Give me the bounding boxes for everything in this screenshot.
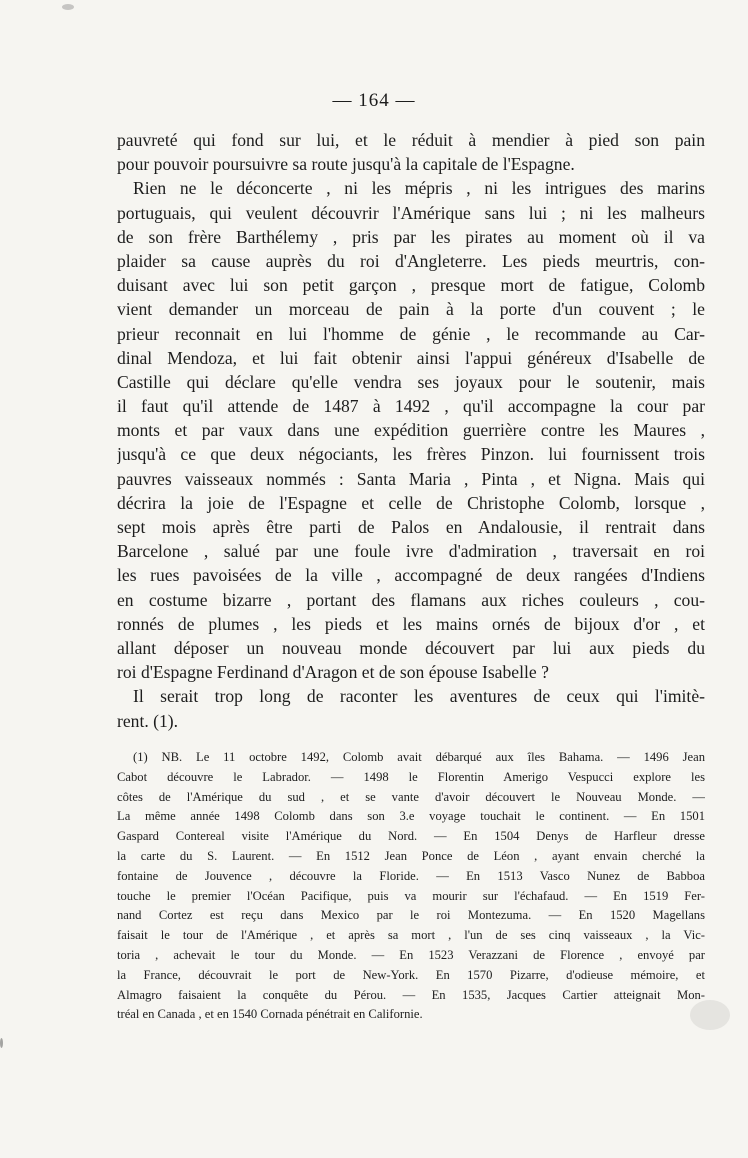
footnote-line: côtes de l'Amérique du sud , et se vante d'avoir découvert le Nouveau Monde. —: [117, 789, 705, 804]
text-line: de son frère Barthélemy , pris par les pirates au moment où il va: [117, 226, 705, 247]
main-text: [117, 128, 705, 733]
text-line: sept mois après être parti de Palos en Andalousie, il rentrait dans: [117, 517, 705, 537]
text-line: allant déposer un nouveau monde découvert par lui aux pieds du: [117, 637, 705, 658]
footnote-line: La même année 1498 Colomb dans son 3.e voyage touchait le continent. — En 1501: [117, 809, 705, 824]
text-line: dinal Mendoza, et lui fait obtenir ainsi l'appui généreux d'Isabelle de: [117, 347, 705, 368]
text-line: monts et par vaux dans une expédition guerrière contre les Maures ,: [117, 420, 705, 441]
footnote-line: tréal en Canada , et en 1540 Cornada pénétrait en Californie.: [117, 1007, 423, 1022]
text-line: les rues pavoisées de la ville , accompagné de deux rangées d'Indiens: [117, 565, 705, 586]
text-line: jusqu'à ce que deux négociants, les frères Pinzon. lui fournissent trois: [117, 444, 705, 465]
text-line: il faut qu'il attende de 1487 à 1492 , qu'il accompagne la cour par: [117, 396, 705, 417]
text-line: pour pouvoir poursuivre sa route jusqu'à la capitale de l'Espagne.: [117, 154, 575, 175]
footnote-line: la carte du S. Laurent. — En 1512 Jean Ponce de Léon , ayant envain cherché la: [117, 848, 705, 863]
footnote-line: touche le premier l'Océan Pacifique, puis va mourir sur l'échafaud. — En 1519 Fer-: [117, 888, 705, 903]
paper-speck: [0, 1038, 3, 1048]
text-line: Barcelone , salué par une foule ivre d'admiration , traversait en roi: [117, 541, 705, 562]
text-line: roi d'Espagne Ferdinand d'Aragon et de son épouse Isabelle ?: [117, 662, 549, 683]
text-line: prieur reconnait en lui l'homme de génie , le recommande au Car-: [117, 323, 705, 344]
text-line: pauvres vaisseaux nommés : Santa Maria , Pinta , et Nigna. Mais qui: [117, 468, 705, 489]
text-line: ronnés de plumes , les pieds et les mains ornés de bijoux d'or , et: [117, 613, 705, 634]
text-line: Il serait trop long de raconter les aventures de ceux qui l'imitè-: [133, 686, 705, 707]
text-line: Rien ne le déconcerte , ni les mépris , ni les intrigues des marins: [133, 178, 705, 199]
text-line: en costume bizarre , portant des flamans aux riches couleurs , cou-: [117, 589, 705, 610]
footnote-line: faisait le tour de l'Amérique , et après sa mort , l'un de ses cinq vaisseaux , la Vic-: [117, 928, 705, 943]
footnote-line: toria , achevait le tour du Monde. — En 1523 Verazzani de Florence , envoyé par: [117, 947, 705, 962]
footnote-line: nand Cortez est reçu dans Mexico par le roi Montezuma. — En 1520 Magellans: [117, 908, 705, 923]
footnote-line: Gaspard Contereal visite l'Amérique du Nord. — En 1504 Denys de Harfleur dresse: [117, 829, 705, 844]
paper-speck: [62, 4, 74, 10]
footnote: [117, 748, 705, 1025]
footnote-line: (1) NB. Le 11 octobre 1492, Colomb avait débarqué aux îles Bahama. — 1496 Jean: [133, 750, 705, 764]
text-line: rent. (1).: [117, 710, 179, 731]
text-line: décrira la joie de l'Espagne et celle de Christophe Colomb, lorsque ,: [117, 492, 705, 513]
footnote-line: Cabot découvre le Labrador. — 1498 le Florentin Amerigo Vespucci explore les: [117, 769, 705, 784]
text-line: portuguais, qui veulent découvrir l'Amérique sans lui ; ni les malheurs: [117, 202, 705, 223]
text-line: duisant avec lui son petit garçon , presque mort de fatigue, Colomb: [117, 275, 705, 296]
footnote-line: la France, découvrait le port de New-York. En 1570 Pizarre, d'odieuse mémoire, et: [117, 967, 705, 982]
page-number: — 164 —: [332, 90, 416, 111]
text-line: plaider sa cause auprès du roi d'Angleterre. Les pieds meurtris, con-: [117, 250, 705, 271]
text-line: vient demander un morceau de pain à la porte d'un couvent ; le: [117, 299, 705, 320]
text-line: Castille qui déclare qu'elle vendra ses joyaux pour le soutenir, mais: [117, 371, 705, 392]
footnote-line: Almagro faisaient la conquête du Pérou. — En 1535, Jacques Cartier atteignait Mon-: [117, 987, 705, 1002]
footnote-line: fontaine de Jouvence , découvre la Floride. — En 1513 Vasco Nunez de Babboa: [117, 868, 705, 883]
text-line: pauvreté qui fond sur lui, et le réduit à mendier à pied son pain: [117, 130, 705, 150]
